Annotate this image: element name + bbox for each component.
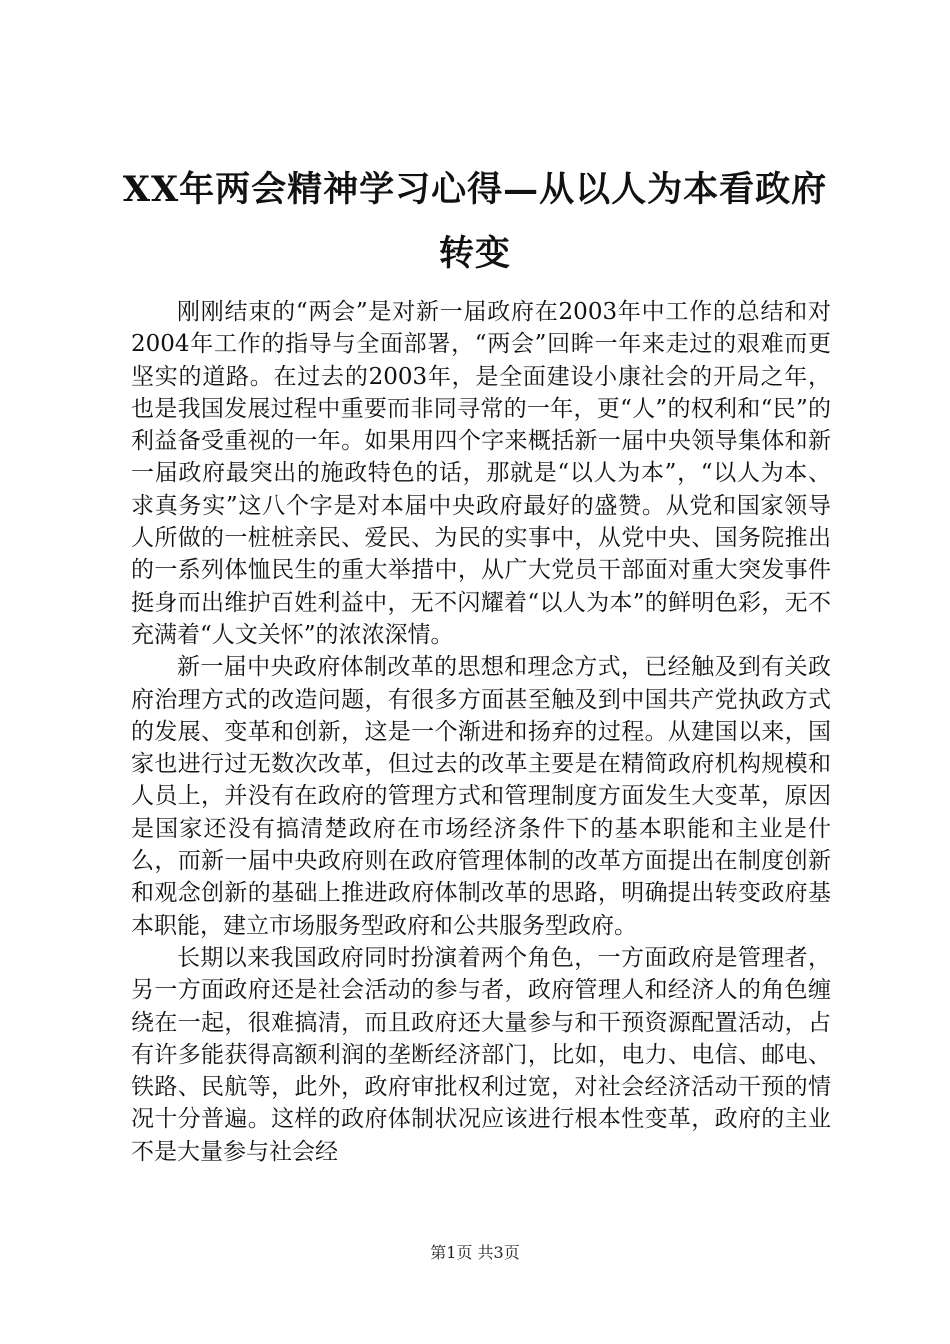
paragraph: 新一届中央政府体制改革的思想和理念方式，已经触及到有关政府治理方式的改造问题，有很多方面甚至触及到中国共产党执政方式的发展、变革和创新，这是一个渐进和扬弃的过程。从建国以来，国家也进行过无数次改革，但过去的改革主要是在精简政府机构规模和人员上，并没有在政府的管理方式和管理制度方面发生大变革，原因是国家还没有搞清楚政府在市场经济条件下的基本职能和主业是什么，而新一届中央政府则在政府管理体制的改革方面提出在制度创新和观念创新的基础上推进政府体制改革的思路，明确提出转变政府基本职能，建立市场服务型政府和公共服务型政府。 — [131, 654, 831, 939]
paragraph: 刚刚结束的“两会”是对新一届政府在2003年中工作的总结和对2004年工作的指导与全面部署，“两会”回眸一年来走过的艰难而更坚实的道路。在过去的2003年，是全面建设小康社会的开局之年，也是我国发展过程中重要而非同寻常的一年，更“人”的权利和“民”的利益备受重视的一年。如果用四个字来概括新一届中央领导集体和新一届政府最突出的施政特色的话，那就是“以人为本”，“以人为本、求真务实”这八个字是对本届中央政府最好的盛赞。从党和国家领导人所做的一桩桩亲民、爱民、为民的实事中，从党中央、国务院推出的一系列体恤民生的重大举措中，从广大党员干部面对重大突发事件挺身而出维护百姓利益中，无不闪耀着“以人为本”的鲜明色彩，无不充满着“人文关怀”的浓浓深情。 — [131, 299, 831, 648]
document-body — [131, 296, 831, 1168]
paragraph: 长期以来我国政府同时扮演着两个角色，一方面政府是管理者，另一方面政府还是社会活动的参与者，政府管理人和经济人的角色缠绕在一起，很难搞清，而且政府还大量参与和干预资源配置活动，占有许多能获得高额利润的垄断经济部门，比如，电力、电信、邮电、铁路、民航等，此外，政府审批权利过宽，对社会经济活动干预的情况十分普遍。这样的政府体制状况应该进行根本性变革，政府的主业不是大量参与社会经 — [131, 944, 831, 1165]
page-number-footer: 第1页 共3页 — [430, 1243, 520, 1262]
document-title: XX年两会精神学习心得—从以人为本看政府转变 — [122, 169, 828, 274]
